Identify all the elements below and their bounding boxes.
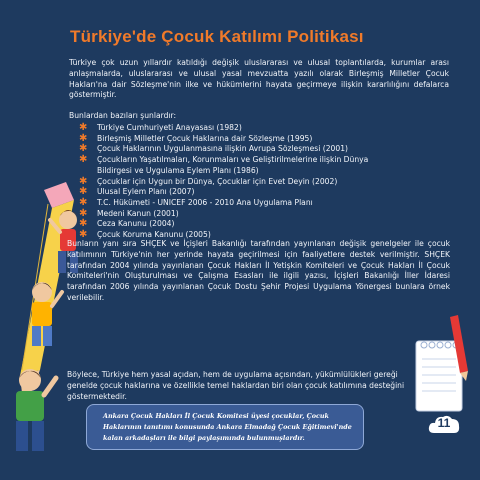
page-number-badge xyxy=(428,413,460,435)
list-item-text: T.C. Hükümeti - UNICEF 2006 - 2010 Ana Uygulama Planı xyxy=(97,197,313,207)
photo-caption-box xyxy=(86,404,364,450)
star-bullet-icon: ✱ xyxy=(79,207,88,219)
list-item xyxy=(79,177,379,188)
regulations-paragraph: Bunların yanı sıra SHÇEK ve İçişleri Bakanlığı tarafından yayınlanan değişik genelgeler ile çocuk katılımının Türkiye'nin her yerinde hayata geçirilmesi için faaliyetlere destek verilmiştir. SHÇEK tarafından 2004 yılında yayınlanan Çocuk Hakları İl Yetişkin Komiteleri ve Çocuk Hakları İl Çocuk Komiteleri'nin Oluşturulması ve Çalışma Esasları ile ilgili yazısı, İçişleri Bakanlığı İller İdaresi tarafından 2006 yılında yayınlanan Çocuk Dostu Şehir Projesi Uygulama Yönergesi bunlara örnek verilebilir. xyxy=(67,239,450,302)
list-item-text: Çocuk Koruma Kanunu (2005) xyxy=(97,230,211,240)
list-label: Bunlardan bazıları şunlardır: xyxy=(69,111,177,120)
photo-caption-text: Ankara Çocuk Hakları İl Çocuk Komitesi üyesi çocuklar, Çocuk Haklarının tanıtımı konusunda Ankara Elmadağ Çocuk Eğitimevi'nde kalan arkadaşları ile bilgi paylaşımında bulunmuşlardır. xyxy=(103,412,352,443)
star-bullet-icon: ✱ xyxy=(79,122,88,133)
list-item xyxy=(79,187,379,198)
star-bullet-icon: ✱ xyxy=(79,218,88,230)
list-item-text: Ulusal Eylem Planı (2007) xyxy=(97,187,195,197)
list-item xyxy=(79,144,379,155)
list-item-text: Türkiye Cumhuriyeti Anayasası (1982) xyxy=(97,123,242,132)
star-bullet-icon: ✱ xyxy=(79,186,88,198)
closing-paragraph: Böylece, Türkiye hem yasal açıdan, hem de uygulama açısından, yükümlülükleri gereği genelde çocuk haklarına ve özellikle temel haklardan biri olan çocuk katılımına desteğini göstermektedir. xyxy=(67,370,405,401)
list-item-text: Çocuklar için Uygun bir Dünya, Çocuklar için Evet Deyin (2002) xyxy=(97,176,338,186)
child-figure-middle xyxy=(32,282,62,346)
list-item xyxy=(79,134,379,145)
notebook-with-pencil-illustration xyxy=(410,315,480,425)
list-item-text: Çocukların Yaşatılmaları, Korunmaları ve Geliştirilmelerine ilişkin Dünya Bildirgesi ve Uygulama Eylem Planı (1986) xyxy=(97,155,369,175)
legislation-list xyxy=(79,123,379,241)
list-item-text: Birleşmiş Milletler Çocuk Haklarına dair Sözleşme (1995) xyxy=(97,133,313,143)
star-bullet-icon: ✱ xyxy=(79,154,88,166)
list-item xyxy=(79,209,379,220)
list-item xyxy=(79,219,379,230)
star-bullet-icon: ✱ xyxy=(79,132,88,144)
child-figure-bottom xyxy=(16,369,56,451)
star-bullet-icon: ✱ xyxy=(79,143,88,155)
list-item-text: Çocuk Haklarının Uygulanmasına ilişkin Avrupa Sözleşmesi (2001) xyxy=(97,144,348,154)
star-bullet-icon: ✱ xyxy=(79,196,88,208)
list-item xyxy=(79,155,379,176)
star-bullet-icon: ✱ xyxy=(79,229,88,241)
list-item xyxy=(79,198,379,209)
list-item xyxy=(79,123,379,134)
list-item-text: Ceza Kanunu (2004) xyxy=(97,219,175,229)
star-bullet-icon: ✱ xyxy=(79,175,88,187)
intro-paragraph: Türkiye çok uzun yıllardır katıldığı değişik uluslararası ve ulusal toplantılarda, kurumlar arası anlaşmalarda, uluslararası ve ulusal yasal mevzuatta yazılı olarak Birleşmiş Milletler Çocuk Hakları'na dair Sözleşme'nin ilke ve hükümlerini hayata geçirmeye ilişkin kararlılığını defalarca göstermiştir. xyxy=(69,58,449,100)
page-number: 11 xyxy=(437,416,451,430)
page-title: Türkiye'de Çocuk Katılımı Politikası xyxy=(70,27,364,46)
list-item-text: Medeni Kanun (2001) xyxy=(97,208,179,218)
